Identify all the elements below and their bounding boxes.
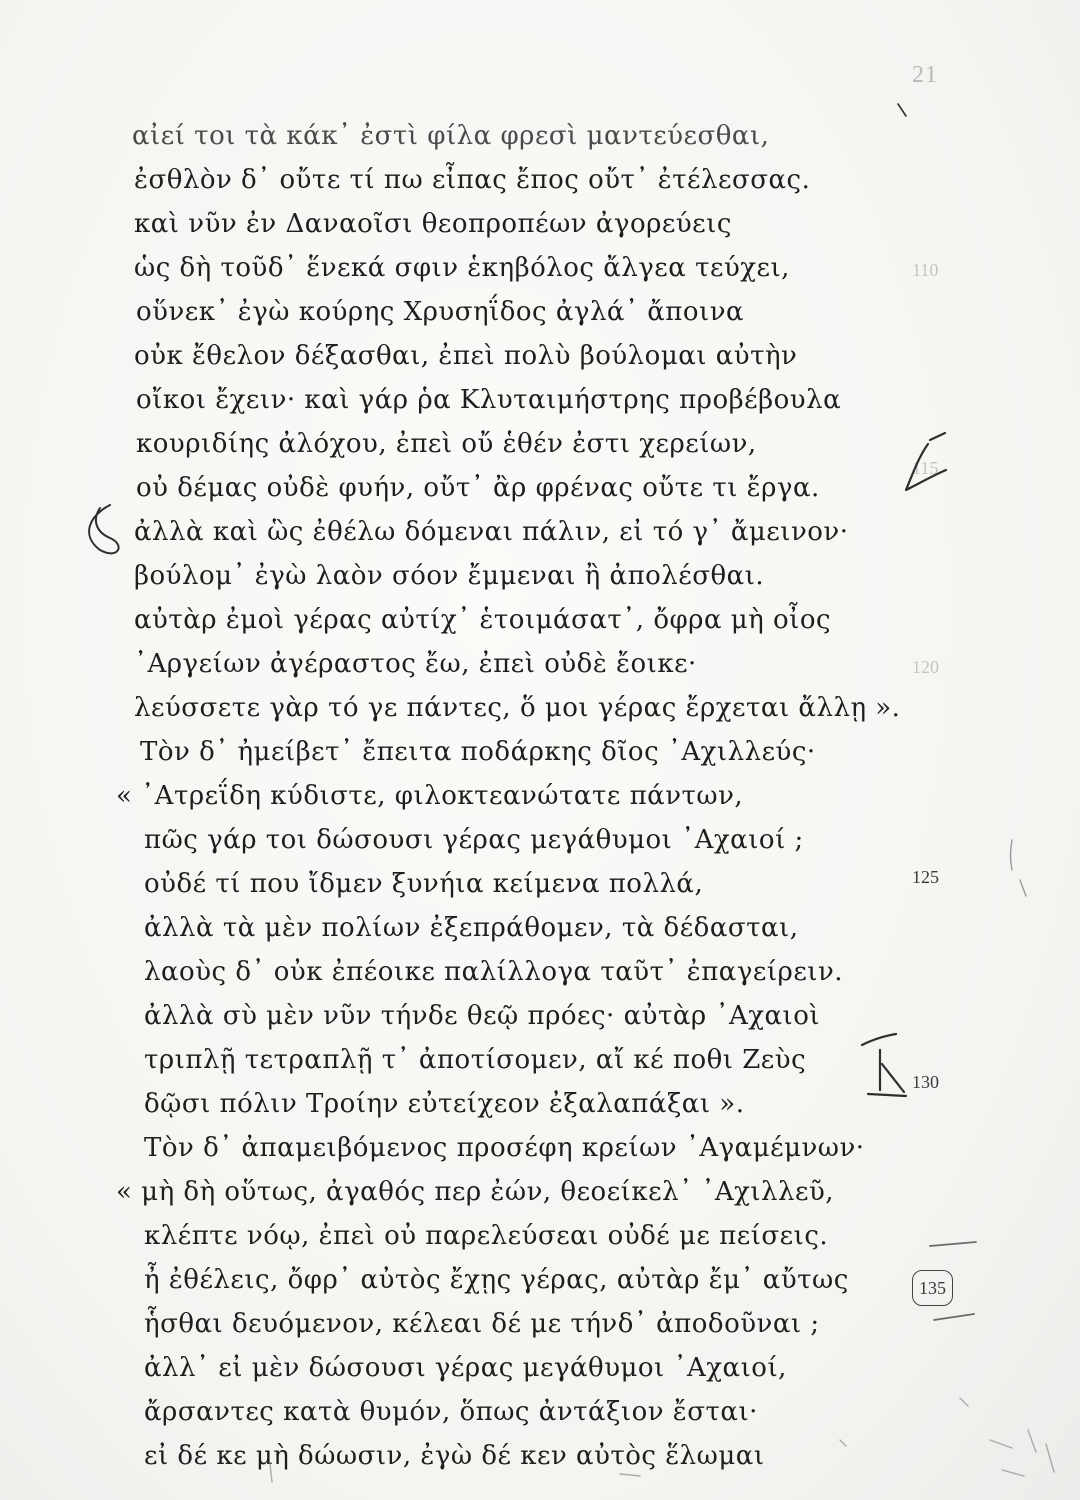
verse-text: ᾽Αργείων ἀγέραστος ἔω, ἐπεὶ οὐδὲ ἔοικε· [134,649,697,679]
verse-text: « μὴ δὴ οὕτως, ἀγαθός περ ἐών, θεοείκελ᾽ ᾽Αχιλλεῦ, [116,1177,835,1207]
line-number: 110 [912,260,939,280]
verse-text: οὕνεκ᾽ ἐγὼ κούρης Χρυσηΐδος ἀγλά᾽ ἄποινα [136,297,745,327]
verse-line [0,908,920,948]
verse-text: ἀλλὰ καὶ ὣς ἐθέλω δόμεναι πάλιν, εἰ τό γ᾽ ἄμεινον· [134,517,849,547]
verse-line [0,336,920,376]
verse-line [0,864,920,904]
verse-text: ὡς δὴ τοῦδ᾽ ἕνεκά σφιν ἑκηβόλος ἄλγεα τεύχει, [134,253,790,283]
line-number: 120 [912,657,939,677]
verse-line [0,160,920,200]
verse-line [0,1084,920,1124]
verse-line [0,1392,920,1432]
verse-text: οὐδέ τί που ἴδμεν ξυνήια κείμενα πολλά, [144,869,704,899]
verse-text: καὶ νῦν ἐν Δαναοῖσι θεοπροπέων ἀγορεύεις [134,209,732,239]
verse-text: κουριδίης ἀλόχου, ἐπεὶ οὔ ἑθέν ἐστι χερείων, [136,429,757,459]
verse-line [0,1304,920,1344]
verse-text: « ᾽Ατρεΐδη κύδιστε, φιλοκτεανώτατε πάντων, [116,781,744,811]
verse-line [0,1128,920,1168]
verse-line [0,1172,920,1212]
line-number-circled: 135 [912,1270,953,1306]
line-number: 130 [912,1072,939,1092]
verse-text: πῶς γάρ τοι δώσουσι γέρας μεγάθυμοι ᾽Αχαιοί ; [144,825,804,855]
verse-line [0,996,920,1036]
verse-line [0,1436,920,1476]
verse-line [0,468,920,508]
verse-text: τριπλῇ τετραπλῇ τ᾽ ἀποτίσομεν, αἴ κέ ποθι Ζεὺς [144,1045,807,1075]
verse-text: ἄρσαντες κατὰ θυμόν, ὅπως ἀντάξιον ἔσται· [144,1397,758,1427]
verse-line [0,1260,920,1300]
verse-line [0,512,920,552]
verse-text: ἦ ἐθέλεις, ὄφρ᾽ αὐτὸς ἔχῃς γέρας, αὐτὰρ ἔμ᾽ αὔτως [144,1265,849,1295]
verse-text: εἰ δέ κε μὴ δώωσιν, ἐγὼ δέ κεν αὐτὸς ἕλωμαι [144,1441,765,1471]
verse-line [0,1348,920,1388]
verse-line [0,424,920,464]
verse-text: κλέπτε νόῳ, ἐπεὶ οὐ παρελεύσεαι οὐδέ με πείσεις. [144,1221,829,1251]
verse-line [0,248,920,288]
verse-line [0,204,920,244]
verse-line [0,732,920,772]
verse-line [0,776,920,816]
verse-text: βούλομ᾽ ἐγὼ λαὸν σόον ἔμμεναι ἢ ἀπολέσθαι. [134,561,765,591]
verse-text: αἰεί τοι τὰ κάκ᾽ ἐστὶ φίλα φρεσὶ μαντεύεσθαι, [132,121,770,151]
verse-line [0,292,920,332]
verse-text: ἧσθαι δευόμενον, κέλεαι δέ με τήνδ᾽ ἀποδοῦναι ; [144,1309,820,1339]
pencil-tick-mark [898,104,906,116]
verse-line [0,600,920,640]
verse-text: οὐ δέμας οὐδὲ φυήν, οὔτ᾽ ἂρ φρένας οὔτε τι ἔργα. [136,473,820,503]
verse-line [0,556,920,596]
verse-line [0,116,920,156]
page-number: 21 [912,62,938,88]
pencil-faint-mark [1011,840,1027,896]
verse-text: ἐσθλὸν δ᾽ οὔτε τί πω εἶπας ἔπος οὔτ᾽ ἐτέλεσσας. [134,165,811,195]
verse-text: ἀλλὰ σὺ μὲν νῦν τήνδε θεῷ πρόες· αὐτὰρ ᾽Αχαιοὶ [144,1001,821,1031]
verse-text: ἀλλὰ τὰ μὲν πολίων ἐξεπράθομεν, τὰ δέδασται, [144,913,799,943]
verse-text: αὐτὰρ ἐμοὶ γέρας αὐτίχ᾽ ἑτοιμάσατ᾽, ὄφρα μὴ οἶος [134,605,832,635]
verse-line [0,1040,920,1080]
verse-line [0,380,920,420]
verse-text: λεύσσετε γὰρ τό γε πάντες, ὅ μοι γέρας ἔρχεται ἄλλῃ ». [134,693,901,723]
verse-text: λαοὺς δ᾽ οὐκ ἐπέοικε παλίλλογα ταῦτ᾽ ἐπαγείρειν. [144,957,844,987]
verse-line [0,688,920,728]
verse-line [0,952,920,992]
verse-text: ἀλλ᾽ εἰ μὲν δώσουσι γέρας μεγάθυμοι ᾽Αχαιοί, [144,1353,787,1383]
verse-text: δῷσι πόλιν Τροίην εὐτείχεον ἐξαλαπάξαι ». [144,1089,745,1119]
verse-line [0,644,920,684]
verse-line [0,820,920,860]
verse-line [0,1216,920,1256]
verse-text: Τὸν δ᾽ ἠμείβετ᾽ ἔπειτα ποδάρκης δῖος ᾽Αχιλλεύς· [140,737,816,767]
verse-text: Τὸν δ᾽ ἀπαμειβόμενος προσέφη κρείων ᾽Αγαμέμνων· [144,1133,865,1163]
verse-text: οὐκ ἔθελον δέξασθαι, ἐπεὶ πολὺ βούλομαι αὐτὴν [134,341,798,371]
verse-text: οἴκοι ἔχειν· καὶ γάρ ῥα Κλυταιμήστρης προβέβουλα [136,385,842,415]
line-number: 115 [912,458,939,478]
line-number: 125 [912,867,939,887]
